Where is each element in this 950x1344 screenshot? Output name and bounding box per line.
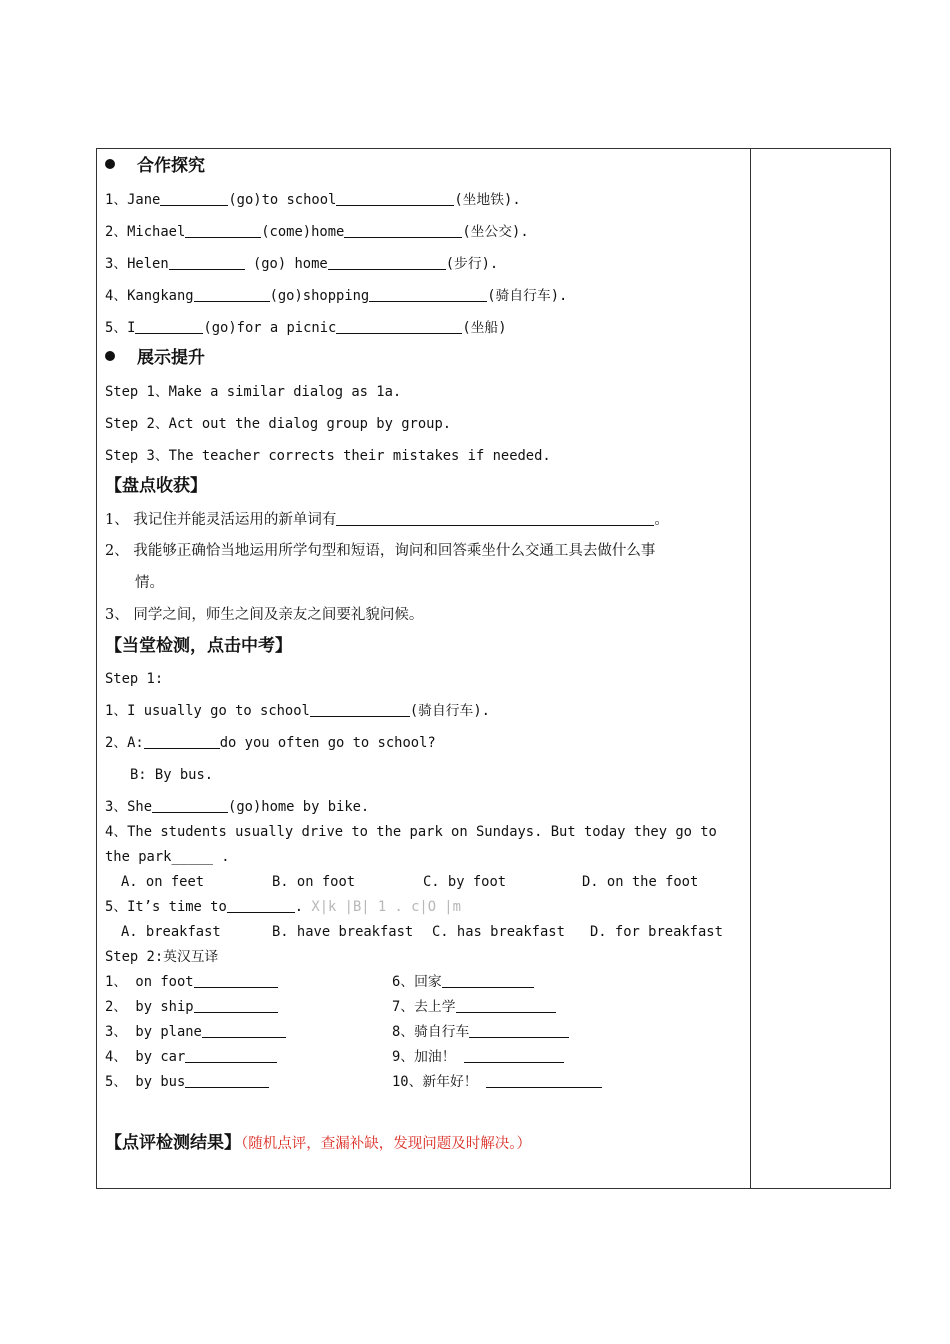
review-note: （随机点评，查漏补缺，发现问题及时解决。） [241,1136,531,1152]
section-heading-summary: 【盘点收获】 [105,476,207,496]
translate-item: 8、骑自行车 [392,1022,569,1042]
section-heading-test: 【当堂检测，点击中考】 [105,636,292,656]
option: C. has breakfast [432,924,565,940]
translate-item: 4、 by car [105,1047,277,1067]
exercise-row: 3、Helen (go) home (步行). [105,256,499,272]
translate-item: 2、 by ship [105,997,278,1017]
question-row-cont: the park_____ . [105,849,230,865]
watermark: X|k |B| 1 . c|O |m [311,899,461,915]
question-row: 4、The students usually drive to the park on Sundays. But today they go to [105,824,717,840]
bullet-icon [105,159,115,169]
step-label: Step 1: [105,671,164,687]
translate-item: 9、加油！ [392,1047,564,1067]
section-heading-display: 展示提升 [105,348,205,368]
exercise-row: 5、I (go)for a picnic (坐船) [105,320,507,336]
translate-item: 6、回家 [392,972,534,992]
option: A. on feet [121,874,205,890]
section-heading-review: 【点评检测结果】（随机点评，查漏补缺，发现问题及时解决。） [105,1133,531,1153]
question-row: 5、It’s time to . X|k |B| 1 . c|O |m [105,899,461,915]
exercise-row: 1、Jane (go)to school (坐地铁). [105,192,521,208]
translate-item: 7、去上学 [392,997,556,1017]
question-row: 3、She (go)home by bike. [105,799,370,815]
bullet-icon [105,351,115,361]
question-row: 2、A: do you often go to school? [105,735,436,751]
step-label: Step 2:英汉互译 [105,949,219,965]
answer-line: B: By bus. [130,767,214,783]
step-line: Step 3、The teacher corrects their mistakes if needed. [105,448,551,464]
question-row: 1、I usually go to school (骑自行车). [105,703,490,719]
option: D. on the foot [582,874,699,890]
summary-item: 3、 同学之间，师生之间及亲友之间要礼貌问候。 [105,607,424,623]
translate-item: 1、 on foot [105,972,278,992]
option: D. for breakfast [590,924,723,940]
summary-item: 2、 我能够正确恰当地运用所学句型和短语，询问和回答乘坐什么交通工具去做什么事 [105,543,656,559]
summary-item-cont: 情。 [135,575,164,591]
translate-item: 10、新年好！ [392,1072,602,1092]
option: B. have breakfast [272,924,414,940]
option: B. on foot [272,874,356,890]
step-line: Step 1、Make a similar dialog as 1a. [105,384,402,400]
exercise-row: 4、Kangkang (go)shopping (骑自行车). [105,288,568,304]
step-line: Step 2、Act out the dialog group by group. [105,416,452,432]
option: C. by foot [423,874,507,890]
exercise-row: 2、Michael (come)home (坐公交). [105,224,529,240]
column-divider [750,148,751,1189]
translate-item: 5、 by bus [105,1072,269,1092]
translate-item: 3、 by plane [105,1022,286,1042]
section-heading-cooperate: 合作探究 [105,156,205,176]
summary-item: 1、 我记住并能灵活运用的新单词有 。 [105,512,669,528]
option: A. breakfast [121,924,221,940]
